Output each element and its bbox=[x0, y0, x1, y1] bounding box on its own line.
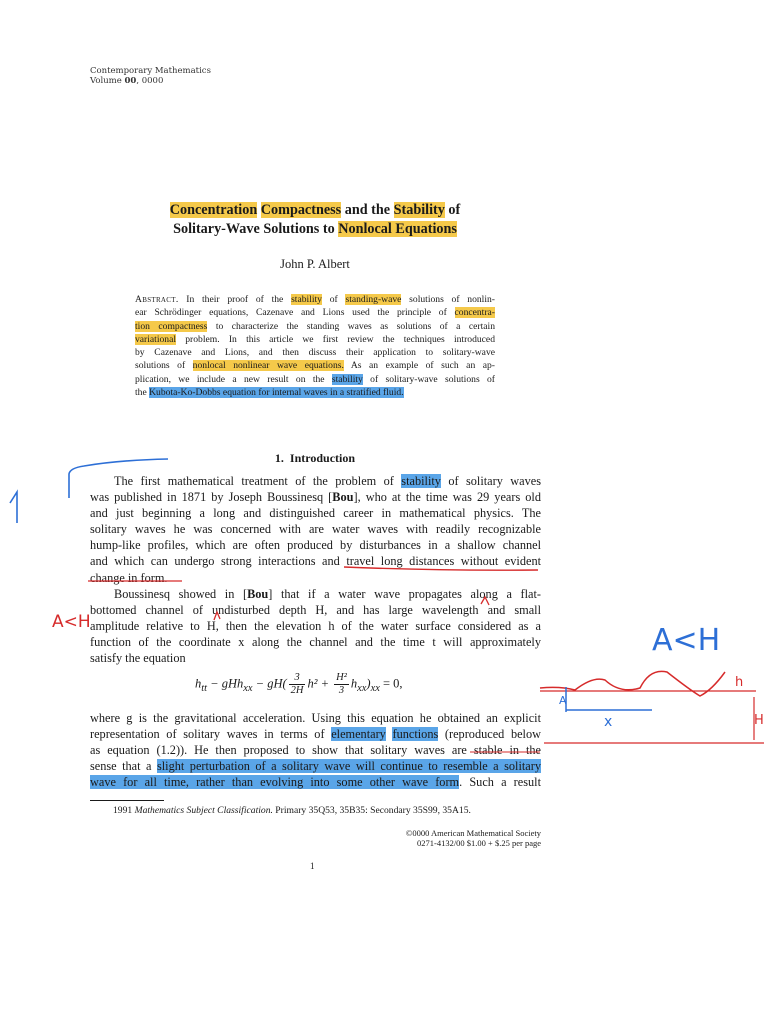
page-number: 1 bbox=[310, 861, 315, 871]
footnote-rule bbox=[90, 800, 164, 801]
svg-text:H: H bbox=[754, 713, 764, 728]
underlined-phrase: travel long distances without evident bbox=[346, 554, 542, 569]
title-word-nonlocal: Nonlocal Equations bbox=[338, 220, 457, 237]
margin-number-annotation bbox=[10, 492, 17, 523]
abstract: Abstract. In their proof of the stability of standing-wave solutions of nonlin- ear Schrödinger equations, Cazenave and Lions used the principle of concentra- tion compactness to characterize the standing waves as solutions of a certain variational problem. In this article we first review the techniques introduced by Cazenave and Lions, and then discuss their application to solitary-wave solutions of nonlocal nonlinear wave equations. As an example of such an ap- plication, we include a new result on the stability of solitary-wave solutions of the Kubota-Ko-Dobbs equation for internal waves in a stratified fluid. bbox=[135, 294, 495, 398]
svg-text:h: h bbox=[735, 675, 744, 690]
copyright-notice: ©0000 American Mathematical Society 0271-4132/00 $1.00 + $.25 per page bbox=[405, 828, 541, 848]
post-equation-paragraph: where g is the gravitational acceleration. Using this equation he obtained an explicit representation of solitary waves in terms of elementary functions (reproduced below as equation (1.2)). He then proposed to show that solitary waves are stable in the sense that a slight perturbation of a solitary wave will continue to resemble a solitary wave for all time, rather than evolving into some other wave form. Such a result bbox=[90, 711, 542, 790]
intro-paragraphs: The first mathematical treatment of the problem of stability of solitary waves was published in 1871 by Joseph Boussinesq [Bou], who at the time was 29 years old and just beginning a long and distinguished career in mathematical physics. The solitary waves he was concerned with are water waves with readily recognizable hump-like profiles, which are often produced by disturbances in a shallow channel and which can undergo strong interactions and travel long distances without evident change in form. Boussinesq showed in [Bou] that if a water wave propagates along a flat- bottomed channel of undisturbed depth H, and has large wavelength and small amplitude relative to H, then the elevation h of the water surface considered as a function of the coordinate x along the channel and the time t will approximately satisfy the equation bbox=[90, 474, 542, 666]
author-name: John P. Albert bbox=[280, 257, 350, 271]
margin-ineq-annotation: A<H bbox=[52, 612, 91, 632]
right-ineq-annotation: A<H bbox=[652, 623, 721, 658]
title-word-stability: Stability bbox=[393, 202, 445, 218]
paper-title: Concentration Compactness and the Stability of Solitary-Wave Solutions to Nonlocal Equations bbox=[169, 202, 461, 237]
journal-name: Contemporary Mathematics bbox=[90, 66, 211, 76]
boussinesq-equation: $h_{tt} - gHh_{xx} - gH$( $\frac{3}{2H}$ h² + $\frac{\text{H²}}{3}$ $h_{xx})_{xx} = 0$, bbox=[195, 672, 403, 696]
wave-sketch bbox=[540, 671, 725, 696]
abstract-label: Abstract. bbox=[135, 294, 179, 305]
volume-line: Volume 00, 0000 bbox=[90, 76, 164, 86]
section-heading: 1. Introduction bbox=[274, 451, 356, 465]
svg-text:A: A bbox=[559, 694, 567, 707]
footnote-msc: 1991 Mathematics Subject Classification. Primary 35Q53, 35B35: Secondary 35S99, 35A15. bbox=[113, 805, 471, 816]
svg-text:x: x bbox=[604, 714, 613, 730]
title-word-concentration: Concentration bbox=[169, 202, 258, 218]
running-header bbox=[90, 66, 211, 86]
title-word-compactness: Compactness bbox=[260, 202, 342, 218]
